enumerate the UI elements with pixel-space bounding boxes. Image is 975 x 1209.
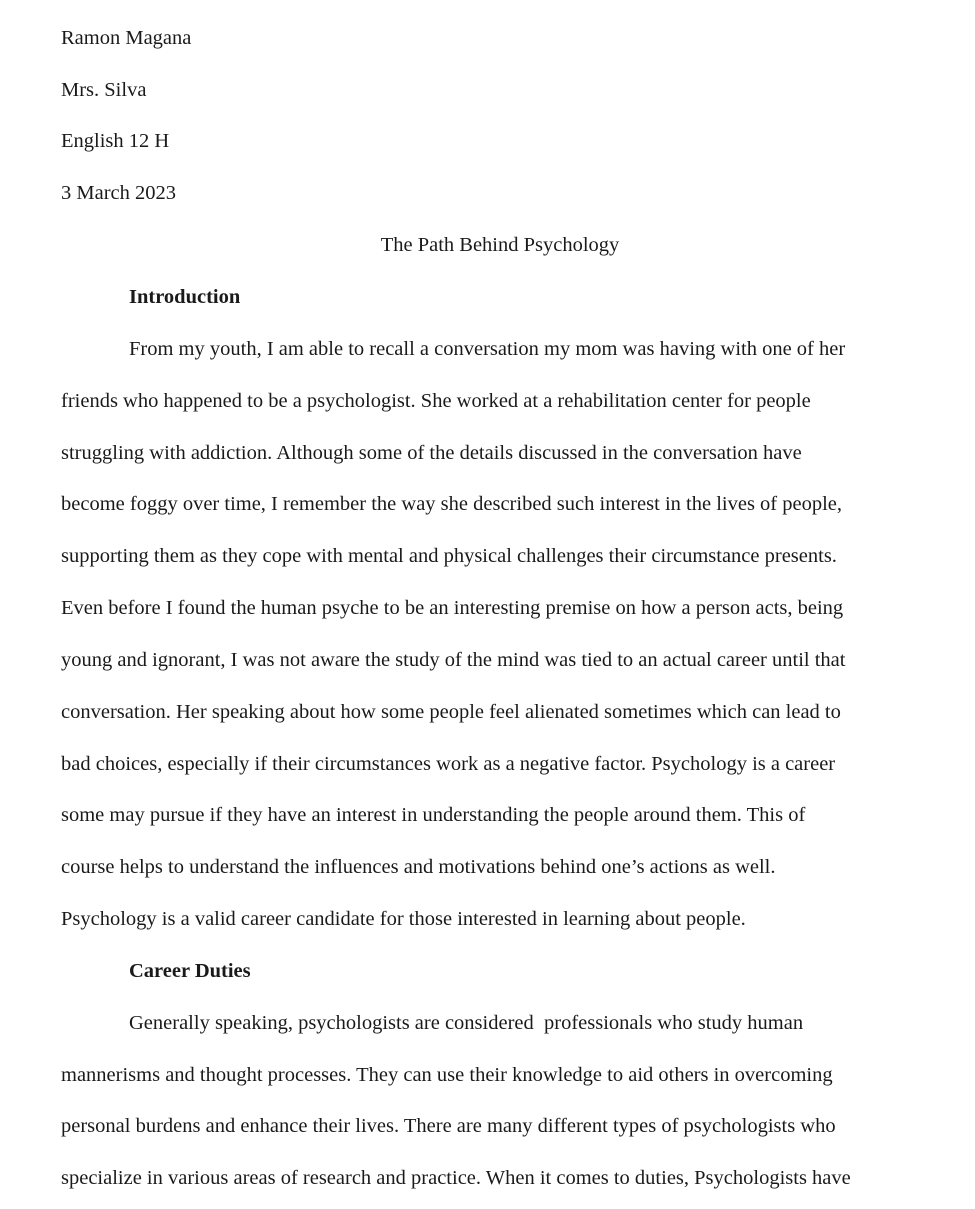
paragraph-line: course helps to understand the influences and motivations behind one’s actions as well. bbox=[61, 856, 776, 878]
paragraph-line: supporting them as they cope with mental and physical challenges their circumstance presents. bbox=[61, 545, 837, 567]
section-heading-introduction: Introduction bbox=[129, 286, 241, 308]
paragraph-line: struggling with addiction. Although some of the details discussed in the conversation have bbox=[61, 442, 802, 464]
document-date: 3 March 2023 bbox=[61, 182, 177, 204]
paragraph-line: become foggy over time, I remember the way she described such interest in the lives of people, bbox=[61, 493, 843, 515]
paragraph-line: bad choices, especially if their circumstances work as a negative factor. Psychology is a career bbox=[61, 753, 836, 775]
section-heading-career-duties: Career Duties bbox=[129, 960, 251, 982]
paragraph-line: Even before I found the human psyche to be an interesting premise on how a person acts, being bbox=[61, 597, 844, 619]
paragraph-line: Psychology is a valid career candidate for those interested in learning about people. bbox=[61, 908, 746, 930]
paragraph-line: Generally speaking, psychologists are considered professionals who study human bbox=[129, 1012, 804, 1034]
student-name: Ramon Magana bbox=[61, 27, 192, 49]
course-name: English 12 H bbox=[61, 130, 170, 152]
paragraph-line: young and ignorant, I was not aware the study of the mind was tied to an actual career until that bbox=[61, 649, 846, 671]
document-title: The Path Behind Psychology bbox=[380, 234, 620, 256]
paragraph-line: personal burdens and enhance their lives. There are many different types of psychologists who bbox=[61, 1115, 836, 1137]
paragraph-line: conversation. Her speaking about how some people feel alienated sometimes which can lead to bbox=[61, 701, 841, 723]
paragraph-line: mannerisms and thought processes. They can use their knowledge to aid others in overcoming bbox=[61, 1064, 833, 1086]
paragraph-line: friends who happened to be a psychologist. She worked at a rehabilitation center for people bbox=[61, 390, 811, 412]
teacher-name: Mrs. Silva bbox=[61, 79, 147, 101]
paragraph-line: some may pursue if they have an interest in understanding the people around them. This of bbox=[61, 804, 806, 826]
paragraph-line: From my youth, I am able to recall a conversation my mom was having with one of her bbox=[129, 338, 846, 360]
paragraph-line: specialize in various areas of research and practice. When it comes to duties, Psychologists have bbox=[61, 1167, 851, 1189]
